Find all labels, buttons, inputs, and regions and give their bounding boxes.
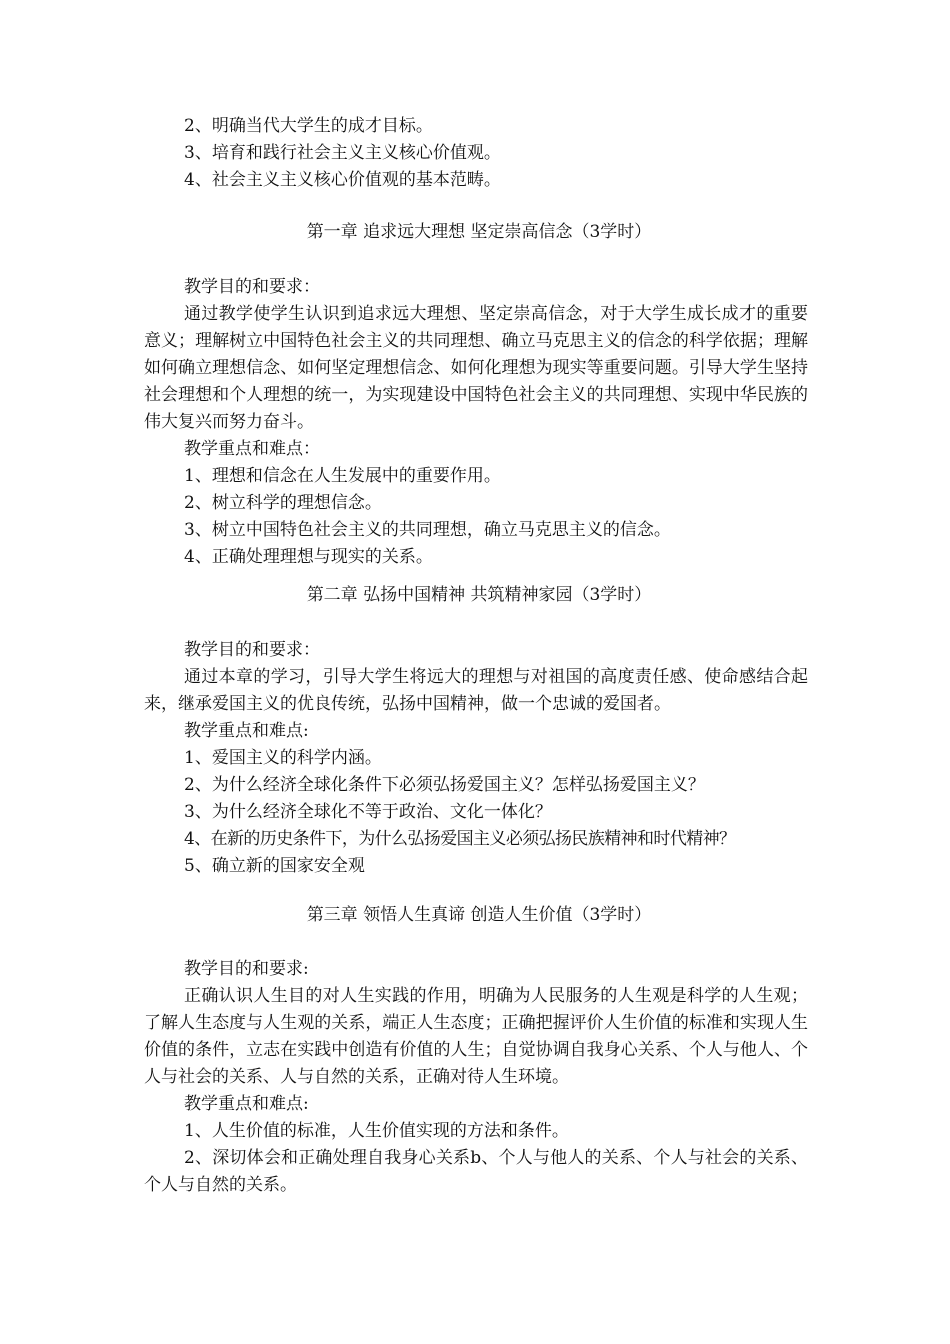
list-item: 1、人生价值的标准，人生价值实现的方法和条件。 bbox=[184, 1121, 569, 1141]
list-item: 1、爱国主义的科学内涵。 bbox=[184, 748, 382, 768]
list-item: 2、深切体会和正确处理自我身心关系b、个人与他人的关系、个人与社会的关系、个人与自然的关系。 bbox=[144, 1148, 808, 1195]
body-paragraph: 通过教学使学生认识到追求远大理想、坚定崇高信念，对于大学生成长成才的重要意义；理解树立中国特色社会主义的共同理想、确立马克思主义的信念的科学依据；理解如何确立理想信念、如何坚定理想信念、如何化理想为现实等重要问题。引导大学生坚持社会理想和个人理想的统一，为实现建设中国特色社会主义的共同理想、实现中华民族的伟大复兴而努力奋斗。 bbox=[144, 304, 808, 432]
list-item: 2、为什么经济全球化条件下必须弘扬爱国主义？怎样弘扬爱国主义？ bbox=[184, 775, 705, 795]
body-paragraph: 正确认识人生目的对人生实践的作用，明确为人民服务的人生观是科学的人生观；了解人生态度与人生观的关系，端正人生态度；正确把握评价人生价值的标准和实现人生价值的条件，立志在实践中创造有价值的人生；自觉协调自我身心关系、个人与他人、个人与社会的关系、人与自然的关系，正确对待人生环境。 bbox=[144, 986, 808, 1087]
list-item: 2、明确当代大学生的成才目标。 bbox=[184, 116, 433, 136]
section-label: 教学重点和难点: bbox=[184, 1094, 309, 1114]
chapter-heading: 第一章 追求远大理想 坚定崇高信念（3学时） bbox=[306, 222, 652, 242]
list-item: 1、理想和信念在人生发展中的重要作用。 bbox=[184, 466, 501, 486]
list-item: 3、为什么经济全球化不等于政治、文化一体化？ bbox=[184, 802, 552, 822]
list-item: 3、培育和践行社会主义主义核心价值观。 bbox=[184, 143, 501, 163]
list-item: 2、树立科学的理想信念。 bbox=[184, 493, 382, 513]
chapter-heading: 第三章 领悟人生真谛 创造人生价值（3学时） bbox=[306, 905, 652, 925]
chapter-heading: 第二章 弘扬中国精神 共筑精神家园（3学时） bbox=[306, 585, 652, 605]
section-label: 教学重点和难点: bbox=[184, 721, 309, 741]
list-item: 3、树立中国特色社会主义的共同理想，确立马克思主义的信念。 bbox=[184, 520, 671, 540]
list-item: 4、正确处理理想与现实的关系。 bbox=[184, 547, 433, 567]
body-paragraph: 通过本章的学习，引导大学生将远大的理想与对祖国的高度责任感、使命感结合起来，继承爱国主义的优良传统，弘扬中国精神，做一个忠诚的爱国者。 bbox=[144, 667, 808, 714]
list-item: 5、确立新的国家安全观 bbox=[184, 856, 365, 876]
section-label: 教学目的和要求： bbox=[184, 277, 320, 297]
list-item: 4、在新的历史条件下，为什么弘扬爱国主义必须弘扬民族精神和时代精神？ bbox=[184, 829, 736, 849]
list-item: 4、社会主义主义核心价值观的基本范畴。 bbox=[184, 170, 501, 190]
section-label: 教学目的和要求: bbox=[184, 959, 309, 979]
section-label: 教学重点和难点： bbox=[184, 439, 320, 459]
section-label: 教学目的和要求： bbox=[184, 640, 320, 660]
